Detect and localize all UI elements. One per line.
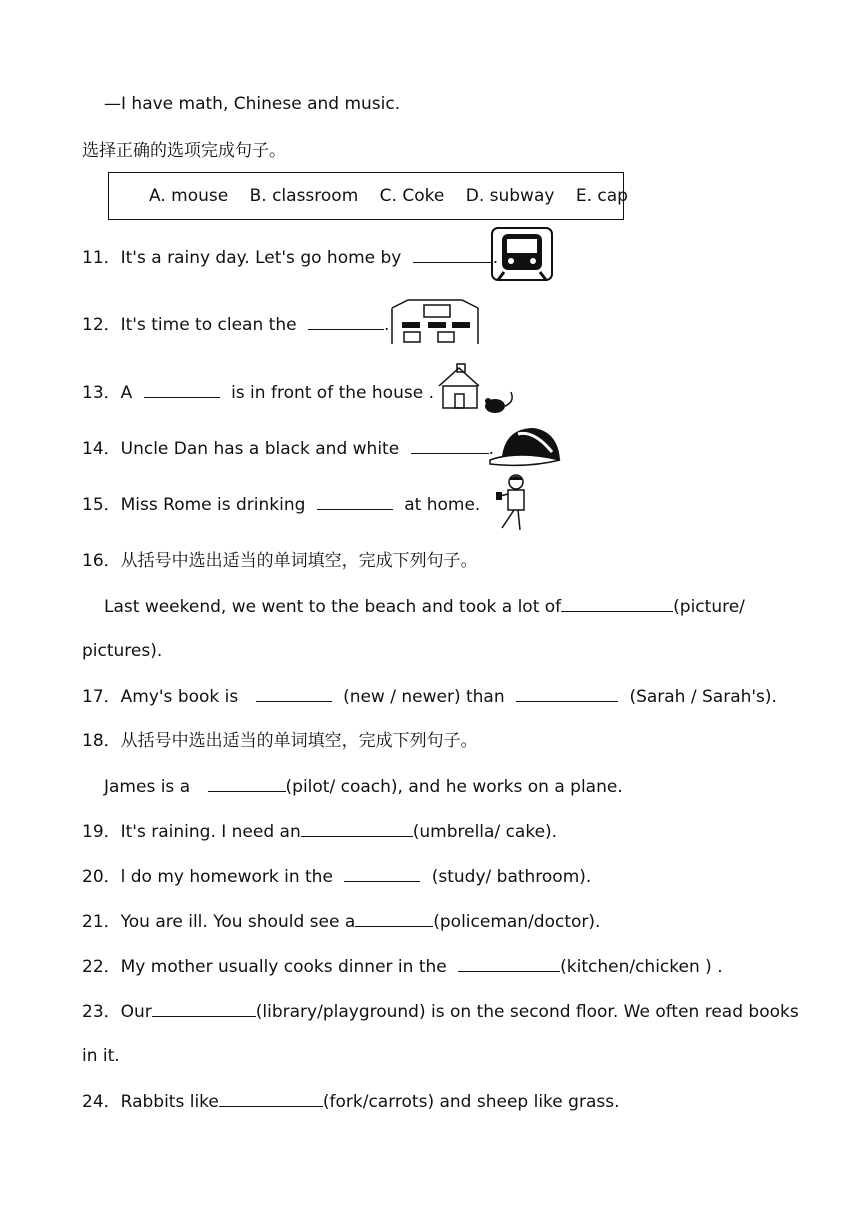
question-21-text: 21．You are ill. You should see a: [82, 912, 356, 932]
answer-blank[interactable]: [411, 437, 489, 454]
option-c: C. Coke: [379, 186, 445, 206]
subway-train-icon: [490, 226, 554, 282]
question-19-text: 19．It's raining. I need an: [82, 822, 301, 842]
question-21-options: (policeman/doctor).: [433, 912, 601, 932]
question-11-end: .: [492, 248, 499, 268]
question-11: [82, 246, 498, 269]
question-16-title: 16．从括号中选出适当的单词填空，完成下列句子。: [82, 551, 478, 571]
question-24: [82, 1090, 619, 1113]
answer-blank[interactable]: [561, 595, 673, 612]
question-12: [82, 313, 389, 336]
classroom-icon: [388, 296, 482, 348]
option-b: B. classroom: [249, 186, 359, 206]
question-20: [82, 865, 591, 888]
answer-blank[interactable]: [344, 865, 420, 882]
answer-blank[interactable]: [308, 313, 384, 330]
question-15-end: at home.: [404, 495, 481, 515]
question-17-text: 17．Amy's book is: [82, 687, 239, 707]
house-mouse-icon: [435, 362, 519, 418]
question-24-options: (fork/carrots) and sheep like grass.: [322, 1092, 620, 1112]
question-23-options: (library/playground) is on the second floor. We often read books: [255, 1002, 799, 1022]
answer-blank[interactable]: [458, 955, 560, 972]
question-21: [82, 910, 600, 933]
question-23: [82, 1000, 799, 1023]
question-14: [82, 437, 494, 460]
question-22: [82, 955, 723, 978]
question-19-options: (umbrella/ cake).: [412, 822, 558, 842]
question-11-text: 11．It's a rainy day. Let's go home by: [82, 248, 402, 268]
option-d: D. subway: [465, 186, 555, 206]
cap-icon: [488, 422, 564, 470]
woman-drinking-icon: [490, 472, 540, 534]
option-e: E. cap: [575, 186, 628, 206]
question-24-text: 24．Rabbits like: [82, 1092, 219, 1112]
question-22-options: (kitchen/chicken ) .: [560, 957, 723, 977]
options-list: [149, 186, 644, 206]
question-15-text: 15．Miss Rome is drinking: [82, 495, 306, 515]
answer-blank[interactable]: [144, 381, 220, 398]
question-18-title: 18．从括号中选出适当的单词填空，完成下列句子。: [82, 731, 478, 751]
question-12-end: .: [383, 315, 390, 335]
answer-blank[interactable]: [152, 1000, 256, 1017]
answer-line: —I have math, Chinese and music.: [104, 94, 401, 114]
options-box: [108, 172, 628, 220]
question-16-cont: pictures).: [82, 641, 163, 661]
question-15: [82, 493, 480, 516]
question-14-text: 14．Uncle Dan has a black and white: [82, 439, 400, 459]
answer-blank[interactable]: [208, 775, 286, 792]
question-18-options: (pilot/ coach), and he works on a plane.: [285, 777, 623, 797]
answer-blank[interactable]: [219, 1090, 323, 1107]
question-20-text: 20．l do my homework in the: [82, 867, 333, 887]
question-17-end: (Sarah / Sarah's).: [629, 687, 777, 707]
question-17-mid: (new / newer) than: [343, 687, 505, 707]
question-16: [104, 595, 745, 618]
answer-blank[interactable]: [256, 685, 332, 702]
question-13-end: is in front of the house .: [231, 383, 434, 403]
question-13: [82, 381, 434, 404]
question-17: [82, 685, 777, 708]
question-23-text: 23．Our: [82, 1002, 152, 1022]
answer-blank[interactable]: [413, 246, 493, 263]
answer-blank[interactable]: [516, 685, 618, 702]
question-23-cont: in it.: [82, 1046, 120, 1066]
option-a: A. mouse: [149, 186, 229, 206]
question-20-options: (study/ bathroom).: [431, 867, 592, 887]
question-18-text: James is a: [104, 777, 191, 797]
question-18: [104, 775, 623, 798]
section-title: 选择正确的选项完成句子。: [82, 141, 286, 161]
question-16-options: (picture/: [673, 597, 745, 617]
question-16-text: Last weekend, we went to the beach and took a lot of: [104, 597, 562, 617]
question-22-text: 22．My mother usually cooks dinner in the: [82, 957, 447, 977]
question-13-text: 13．A: [82, 383, 133, 403]
question-14-end: .: [488, 439, 494, 459]
question-12-text: 12．It's time to clean the: [82, 315, 297, 335]
answer-blank[interactable]: [301, 820, 413, 837]
answer-blank[interactable]: [317, 493, 393, 510]
question-19: [82, 820, 557, 843]
answer-blank[interactable]: [355, 910, 433, 927]
